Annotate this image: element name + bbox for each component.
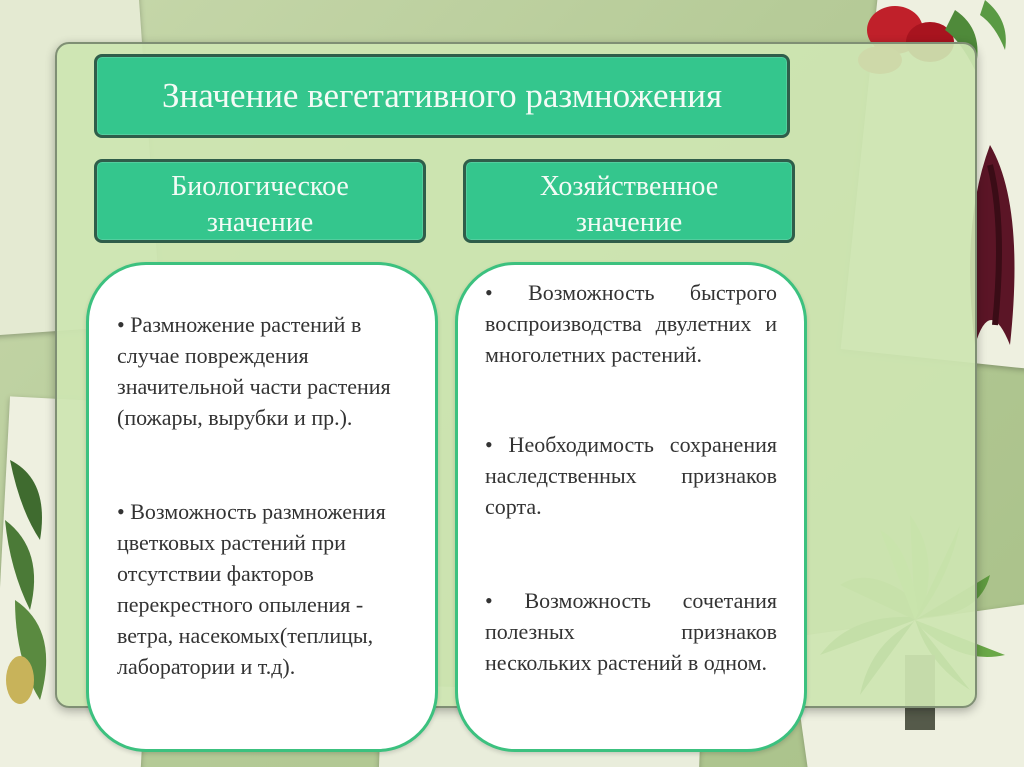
category-heading-line: значение <box>206 207 314 238</box>
biological-points-card <box>86 262 438 752</box>
category-heading-line: Биологическое <box>171 171 349 202</box>
list-item-text: • Возможность быстрого воспроизводства двулетних и многолетних растений. <box>485 280 777 367</box>
list-item <box>485 429 777 522</box>
list-item-text: • Необходимость сохранения наследственных признаков сорта. <box>485 432 777 519</box>
list-item-text: • Возможность размножения цветковых растений при отсутствии факторов перекрестного опыления - ветра, насекомых(теплицы, лаборатории и т.д). <box>117 499 386 679</box>
list-item <box>117 496 417 682</box>
slide-title: Значение вегетативного размножения <box>161 76 723 115</box>
list-item <box>485 585 777 678</box>
category-header-biological <box>94 159 426 243</box>
list-item <box>117 309 417 433</box>
category-heading <box>97 162 423 241</box>
list-item-text: • Размножение растений в случае повреждения значительной части растения (пожары, вырубки и пр.). <box>117 312 391 430</box>
list-item-text: • Возможность сочетания полезных признаков нескольких растений в одном. <box>485 588 777 675</box>
list-item <box>485 277 777 370</box>
category-heading-line: значение <box>575 207 683 238</box>
category-heading-line: Хозяйственное <box>539 171 719 202</box>
economic-points-card <box>455 262 807 752</box>
title-box <box>94 54 790 138</box>
category-heading <box>466 162 792 241</box>
category-header-economic <box>463 159 795 243</box>
